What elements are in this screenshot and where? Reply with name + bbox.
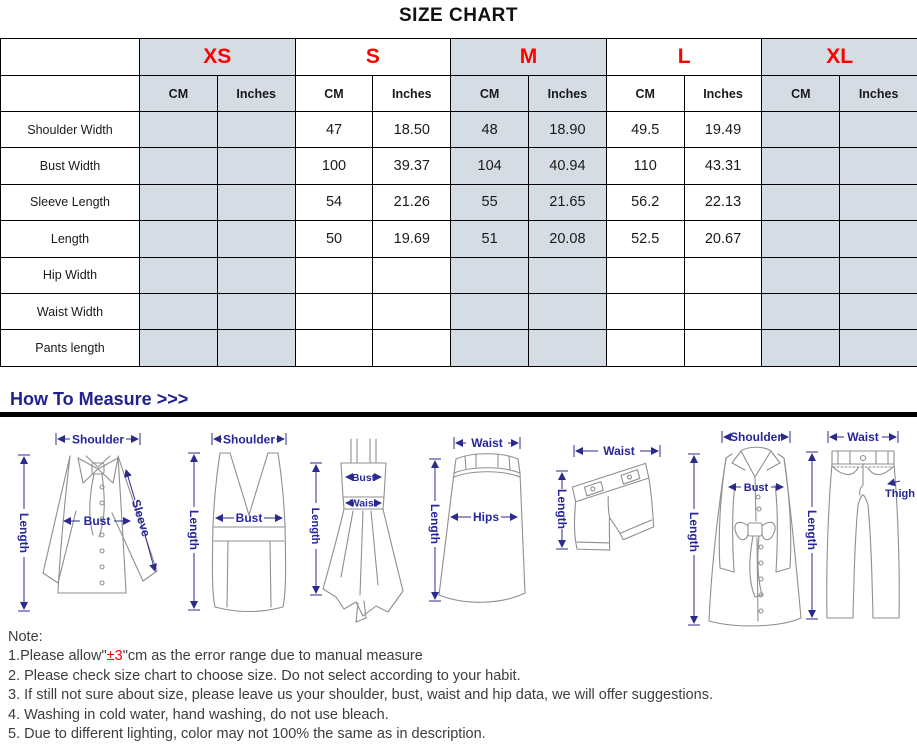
size-header-xs: XS (140, 39, 296, 76)
row-label: Waist Width (1, 293, 140, 329)
cell (451, 330, 529, 366)
cell (762, 184, 840, 220)
shorts-length-label: Length (555, 489, 569, 529)
cell: 51 (451, 221, 529, 257)
cell (840, 112, 917, 148)
cell (140, 330, 218, 366)
cell (684, 293, 762, 329)
unit-header-cm: CM (606, 76, 684, 112)
cell (606, 330, 684, 366)
cell: 100 (295, 148, 373, 184)
cell (217, 112, 295, 148)
coat-shoulder-label: Shoulder (729, 430, 783, 444)
size-table (0, 38, 917, 367)
cell (217, 184, 295, 220)
pants-figure (800, 425, 915, 630)
cell (140, 112, 218, 148)
notes (8, 628, 713, 744)
cell: 39.37 (373, 148, 451, 184)
cell (840, 184, 917, 220)
row-label: Length (1, 221, 140, 257)
table-row (1, 257, 917, 293)
cell: 18.90 (529, 112, 607, 148)
cell: 21.26 (373, 184, 451, 220)
size-header-l: L (606, 39, 762, 76)
cell: 22.13 (684, 184, 762, 220)
cell (140, 148, 218, 184)
table-row (1, 293, 917, 329)
shorts-waist-label: Waist (603, 444, 635, 458)
cell (373, 257, 451, 293)
cell (684, 330, 762, 366)
skirt-waist-label: Waist (471, 436, 503, 450)
dress-bust-label: Bust (351, 472, 376, 484)
blouse-sleeve-label: Sleeve (128, 497, 154, 539)
unit-header-cm: CM (762, 76, 840, 112)
pants-waist-label: Waist (847, 430, 879, 444)
cell (840, 257, 917, 293)
tank-top-drawing (212, 453, 285, 612)
cell: 19.49 (684, 112, 762, 148)
coat-length-label: Length (687, 512, 701, 552)
divider-line (0, 412, 917, 417)
unit-header-inches: Inches (529, 76, 607, 112)
how-to-measure-heading: How To Measure >>> (10, 389, 189, 409)
cell (217, 221, 295, 257)
cell (217, 148, 295, 184)
cell (140, 221, 218, 257)
dress-drawing (323, 439, 403, 622)
skirt-drawing (439, 454, 525, 603)
unit-header-row (1, 76, 917, 112)
cell: 21.65 (529, 184, 607, 220)
shorts-drawing (565, 463, 659, 555)
row-label: Hip Width (1, 257, 140, 293)
cell: 40.94 (529, 148, 607, 184)
blouse-bust-label: Bust (83, 514, 111, 528)
unit-header-cm: CM (295, 76, 373, 112)
coat-figure (682, 425, 807, 630)
tank-bust-label: Bust (235, 511, 263, 525)
cell (840, 330, 917, 366)
cell (762, 221, 840, 257)
note-line-3: 3. If still not sure about size, please leave us your shoulder, bust, waist and hip data, we will offer suggestions. (8, 687, 713, 704)
cell (451, 257, 529, 293)
cell (217, 293, 295, 329)
skirt-hips-label: Hips (472, 510, 500, 524)
shorts-figure (548, 425, 678, 630)
cell (840, 148, 917, 184)
coat-bust-label: Bust (743, 482, 769, 494)
cell (840, 293, 917, 329)
cell (140, 257, 218, 293)
cell: 52.5 (606, 221, 684, 257)
note1-prefix: 1.Please allow" (8, 648, 107, 665)
cell: 55 (451, 184, 529, 220)
cell: 48 (451, 112, 529, 148)
notes-title: Note: (8, 629, 43, 645)
table-row (1, 184, 917, 220)
cell: 20.08 (529, 221, 607, 257)
corner-cell (1, 39, 140, 76)
cell: 110 (606, 148, 684, 184)
unit-header-inches: Inches (217, 76, 295, 112)
cell: 104 (451, 148, 529, 184)
cell (451, 293, 529, 329)
note1-tolerance: ±3 (106, 648, 123, 665)
cell (762, 148, 840, 184)
note1-suffix: "cm as the error range due to manual measure (122, 648, 423, 665)
tank-top-figure (182, 425, 302, 630)
cell (295, 330, 373, 366)
unit-header-inches: Inches (684, 76, 762, 112)
blouse-figure (8, 425, 183, 630)
pants-drawing (827, 451, 900, 618)
cell: 54 (295, 184, 373, 220)
row-label: Sleeve Length (1, 184, 140, 220)
cell: 18.50 (373, 112, 451, 148)
size-header-s: S (295, 39, 451, 76)
row-label: Shoulder Width (1, 112, 140, 148)
cell (217, 330, 295, 366)
unit-header-inches: Inches (373, 76, 451, 112)
size-header-m: M (451, 39, 607, 76)
pants-length-label: Length (805, 510, 819, 550)
cell (762, 257, 840, 293)
note-line-2: 2. Please check size chart to choose size. Do not select according to your habit. (8, 667, 521, 684)
row-label: Pants length (1, 330, 140, 366)
tank-shoulder-label: Shoulder (222, 432, 276, 447)
cell (762, 330, 840, 366)
dress-length-label: Length (309, 507, 321, 545)
pants-thigh-label: Thigh (885, 488, 915, 500)
cell (762, 112, 840, 148)
table-row (1, 112, 917, 148)
cell (606, 293, 684, 329)
unit-header-cm: CM (451, 76, 529, 112)
cell: 56.2 (606, 184, 684, 220)
cell (529, 293, 607, 329)
cell (840, 221, 917, 257)
cell: 19.69 (373, 221, 451, 257)
dress-waist-label: Waist (349, 497, 378, 510)
note-line-5: 5. Due to different lighting, color may not 100% the same as in description. (8, 726, 486, 743)
unit-header-inches: Inches (840, 76, 917, 112)
cell: 49.5 (606, 112, 684, 148)
corner-cell (1, 76, 140, 112)
note-line-1 (8, 647, 713, 666)
table-row (1, 148, 917, 184)
note-line-4: 4. Washing in cold water, hand washing, do not use bleach. (8, 706, 389, 723)
table-row (1, 330, 917, 366)
page-title: SIZE CHART (399, 5, 518, 26)
cell: 43.31 (684, 148, 762, 184)
cell (606, 257, 684, 293)
cell: 47 (295, 112, 373, 148)
row-label: Bust Width (1, 148, 140, 184)
tank-length-label: Length (187, 510, 201, 550)
cell: 50 (295, 221, 373, 257)
cell (373, 330, 451, 366)
cell (140, 293, 218, 329)
size-header-xl: XL (762, 39, 917, 76)
blouse-shoulder-label: Shoulder (71, 432, 125, 447)
cell: 20.67 (684, 221, 762, 257)
cell (140, 184, 218, 220)
dress-figure (308, 425, 418, 630)
cell (762, 293, 840, 329)
coat-drawing (709, 447, 801, 626)
skirt-length-label: Length (428, 504, 442, 544)
cell (529, 330, 607, 366)
blouse-length-label: Length (17, 513, 31, 553)
cell (217, 257, 295, 293)
cell (295, 293, 373, 329)
size-header-row (1, 39, 917, 76)
cell (684, 257, 762, 293)
cell (295, 257, 373, 293)
cell (373, 293, 451, 329)
skirt-figure (424, 425, 539, 630)
unit-header-cm: CM (140, 76, 218, 112)
measure-figures (0, 425, 917, 630)
table-row (1, 221, 917, 257)
cell (529, 257, 607, 293)
